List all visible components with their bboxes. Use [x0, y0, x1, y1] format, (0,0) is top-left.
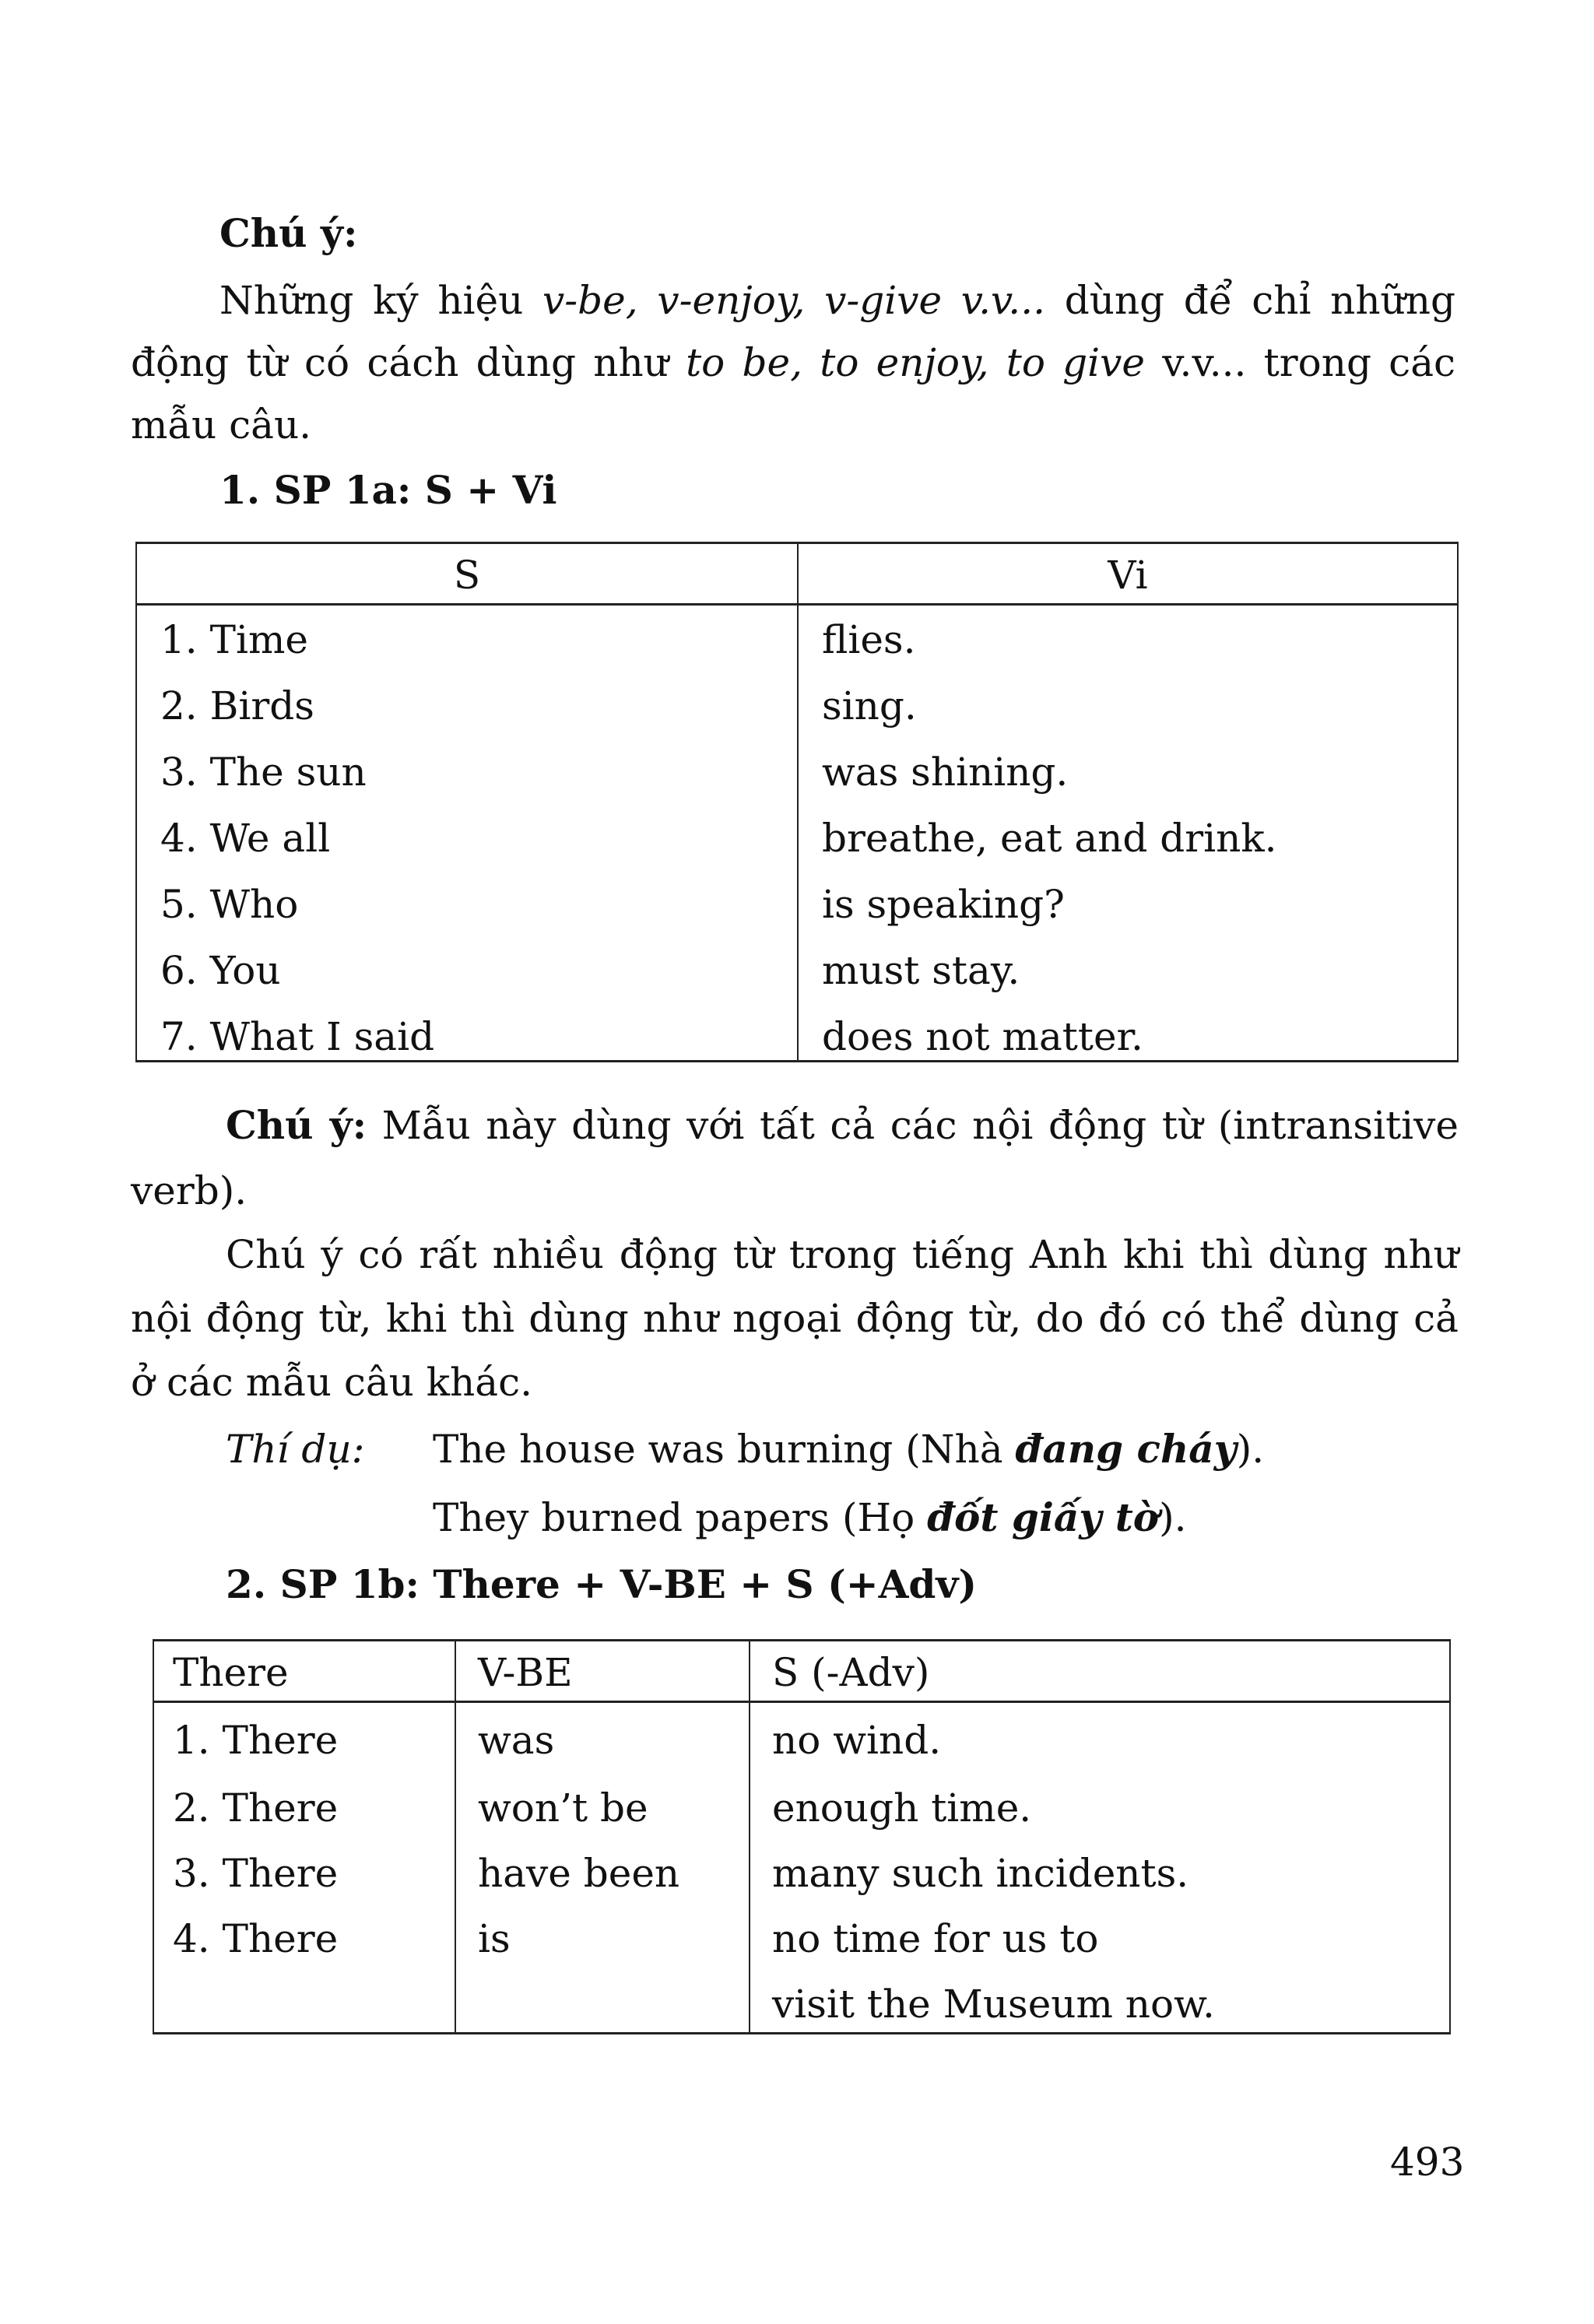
- subject-cell: 5. Who: [136, 862, 798, 928]
- there-cell: 4. There: [153, 1898, 455, 1964]
- there-cell: 1. There: [153, 1702, 455, 1768]
- table-header-row: [136, 543, 1458, 605]
- note-text-run: Những ký hiệu: [219, 278, 543, 323]
- v-be-cell: was: [455, 1702, 750, 1768]
- table-row: [136, 663, 1458, 729]
- note-paragraph-line-3: mẫu câu.: [131, 402, 312, 448]
- table-row: [153, 1898, 1450, 1964]
- note-3-line-1: Chú ý có rất nhiều động từ trong tiếng Anh khi thì dùng như: [226, 1232, 1459, 1277]
- there-cell: [153, 1964, 455, 2034]
- note-2-line-2: verb).: [131, 1168, 248, 1213]
- subject-cell: 2. Birds: [136, 663, 798, 729]
- example-label: Thí dụ:: [226, 1427, 365, 1472]
- note-paragraph-line-2: [131, 339, 1455, 386]
- note-text-run: v.v... trong các: [1145, 340, 1456, 385]
- table-row: [153, 1964, 1450, 2034]
- example-text: They burned papers (Họ: [433, 1495, 928, 1540]
- subject-cell: 1. Time: [136, 605, 798, 664]
- section-1-heading: 1. SP 1a: S + Vi: [219, 467, 557, 513]
- subject-cell: 6. You: [136, 928, 798, 994]
- example-emphasis: đốt giấy tờ: [927, 1494, 1160, 1540]
- s-adv-cell: no wind.: [750, 1702, 1450, 1768]
- example-emphasis: đang cháy: [1015, 1426, 1237, 1472]
- column-header-s-adv: S (-Adv): [750, 1641, 1450, 1702]
- example-sentence-2: [433, 1494, 1187, 1541]
- note-paragraph-line-1: [219, 277, 1455, 324]
- note-text-run: dùng để chỉ những: [1045, 278, 1456, 323]
- verb-cell: must stay.: [798, 928, 1458, 994]
- note-2-line-1: [226, 1102, 1459, 1149]
- column-header-s: S: [136, 543, 798, 605]
- note-3-line-2: nội động từ, khi thì dùng như ngoại động từ, do đó có thể dùng cả: [131, 1296, 1459, 1341]
- column-header-there: There: [153, 1641, 455, 1702]
- note-3-line-3: ở các mẫu câu khác.: [131, 1360, 532, 1405]
- table-row: [153, 1833, 1450, 1898]
- sp1b-table: [153, 1639, 1451, 2034]
- verb-cell: is speaking?: [798, 862, 1458, 928]
- table-row: [136, 928, 1458, 994]
- table-row: [136, 862, 1458, 928]
- subject-cell: 4. We all: [136, 795, 798, 862]
- verb-cell: was shining.: [798, 729, 1458, 795]
- there-cell: 3. There: [153, 1833, 455, 1898]
- table-row: [136, 729, 1458, 795]
- note-title: Chú ý:: [219, 210, 358, 256]
- verb-cell: sing.: [798, 663, 1458, 729]
- table-row: [136, 795, 1458, 862]
- s-adv-cell: no time for us to: [750, 1898, 1450, 1964]
- table-header-row: [153, 1641, 1450, 1702]
- there-cell: 2. There: [153, 1768, 455, 1833]
- table-row: [153, 1768, 1450, 1833]
- column-header-v-be: V-BE: [455, 1641, 750, 1702]
- section-2-heading: 2. SP 1b: There + V-BE + S (+Adv): [226, 1561, 978, 1607]
- page-number: 493: [1390, 2140, 1465, 2185]
- example-text: ).: [1236, 1427, 1265, 1472]
- v-be-cell: is: [455, 1898, 750, 1964]
- s-adv-cell: visit the Museum now.: [750, 1964, 1450, 2034]
- table-row: [136, 994, 1458, 1062]
- subject-cell: 3. The sun: [136, 729, 798, 795]
- v-be-cell: won’t be: [455, 1768, 750, 1833]
- s-adv-cell: many such incidents.: [750, 1833, 1450, 1898]
- s-adv-cell: enough time.: [750, 1768, 1450, 1833]
- table-row: [153, 1702, 1450, 1768]
- column-header-vi: Vi: [798, 543, 1458, 605]
- verb-cell: flies.: [798, 605, 1458, 664]
- note-text-run-italic: to be, to enjoy, to give: [686, 340, 1146, 385]
- sp1a-table: [135, 542, 1459, 1062]
- example-text: The house was burning (Nhà: [433, 1427, 1016, 1472]
- example-sentence-1: [433, 1426, 1264, 1473]
- table-row: [136, 605, 1458, 664]
- v-be-cell: [455, 1964, 750, 2034]
- verb-cell: does not matter.: [798, 994, 1458, 1062]
- verb-cell: breathe, eat and drink.: [798, 795, 1458, 862]
- v-be-cell: have been: [455, 1833, 750, 1898]
- note-text-run-italic: v-be, v-enjoy, v-give v.v...: [542, 278, 1045, 323]
- note-2-label: Chú ý:: [226, 1102, 367, 1148]
- example-text: ).: [1159, 1495, 1187, 1540]
- subject-cell: 7. What I said: [136, 994, 798, 1062]
- note-text-run: động từ có cách dùng như: [131, 340, 686, 385]
- note-2-text: Mẫu này dùng với tất cả các nội động từ (intransitive: [367, 1103, 1459, 1148]
